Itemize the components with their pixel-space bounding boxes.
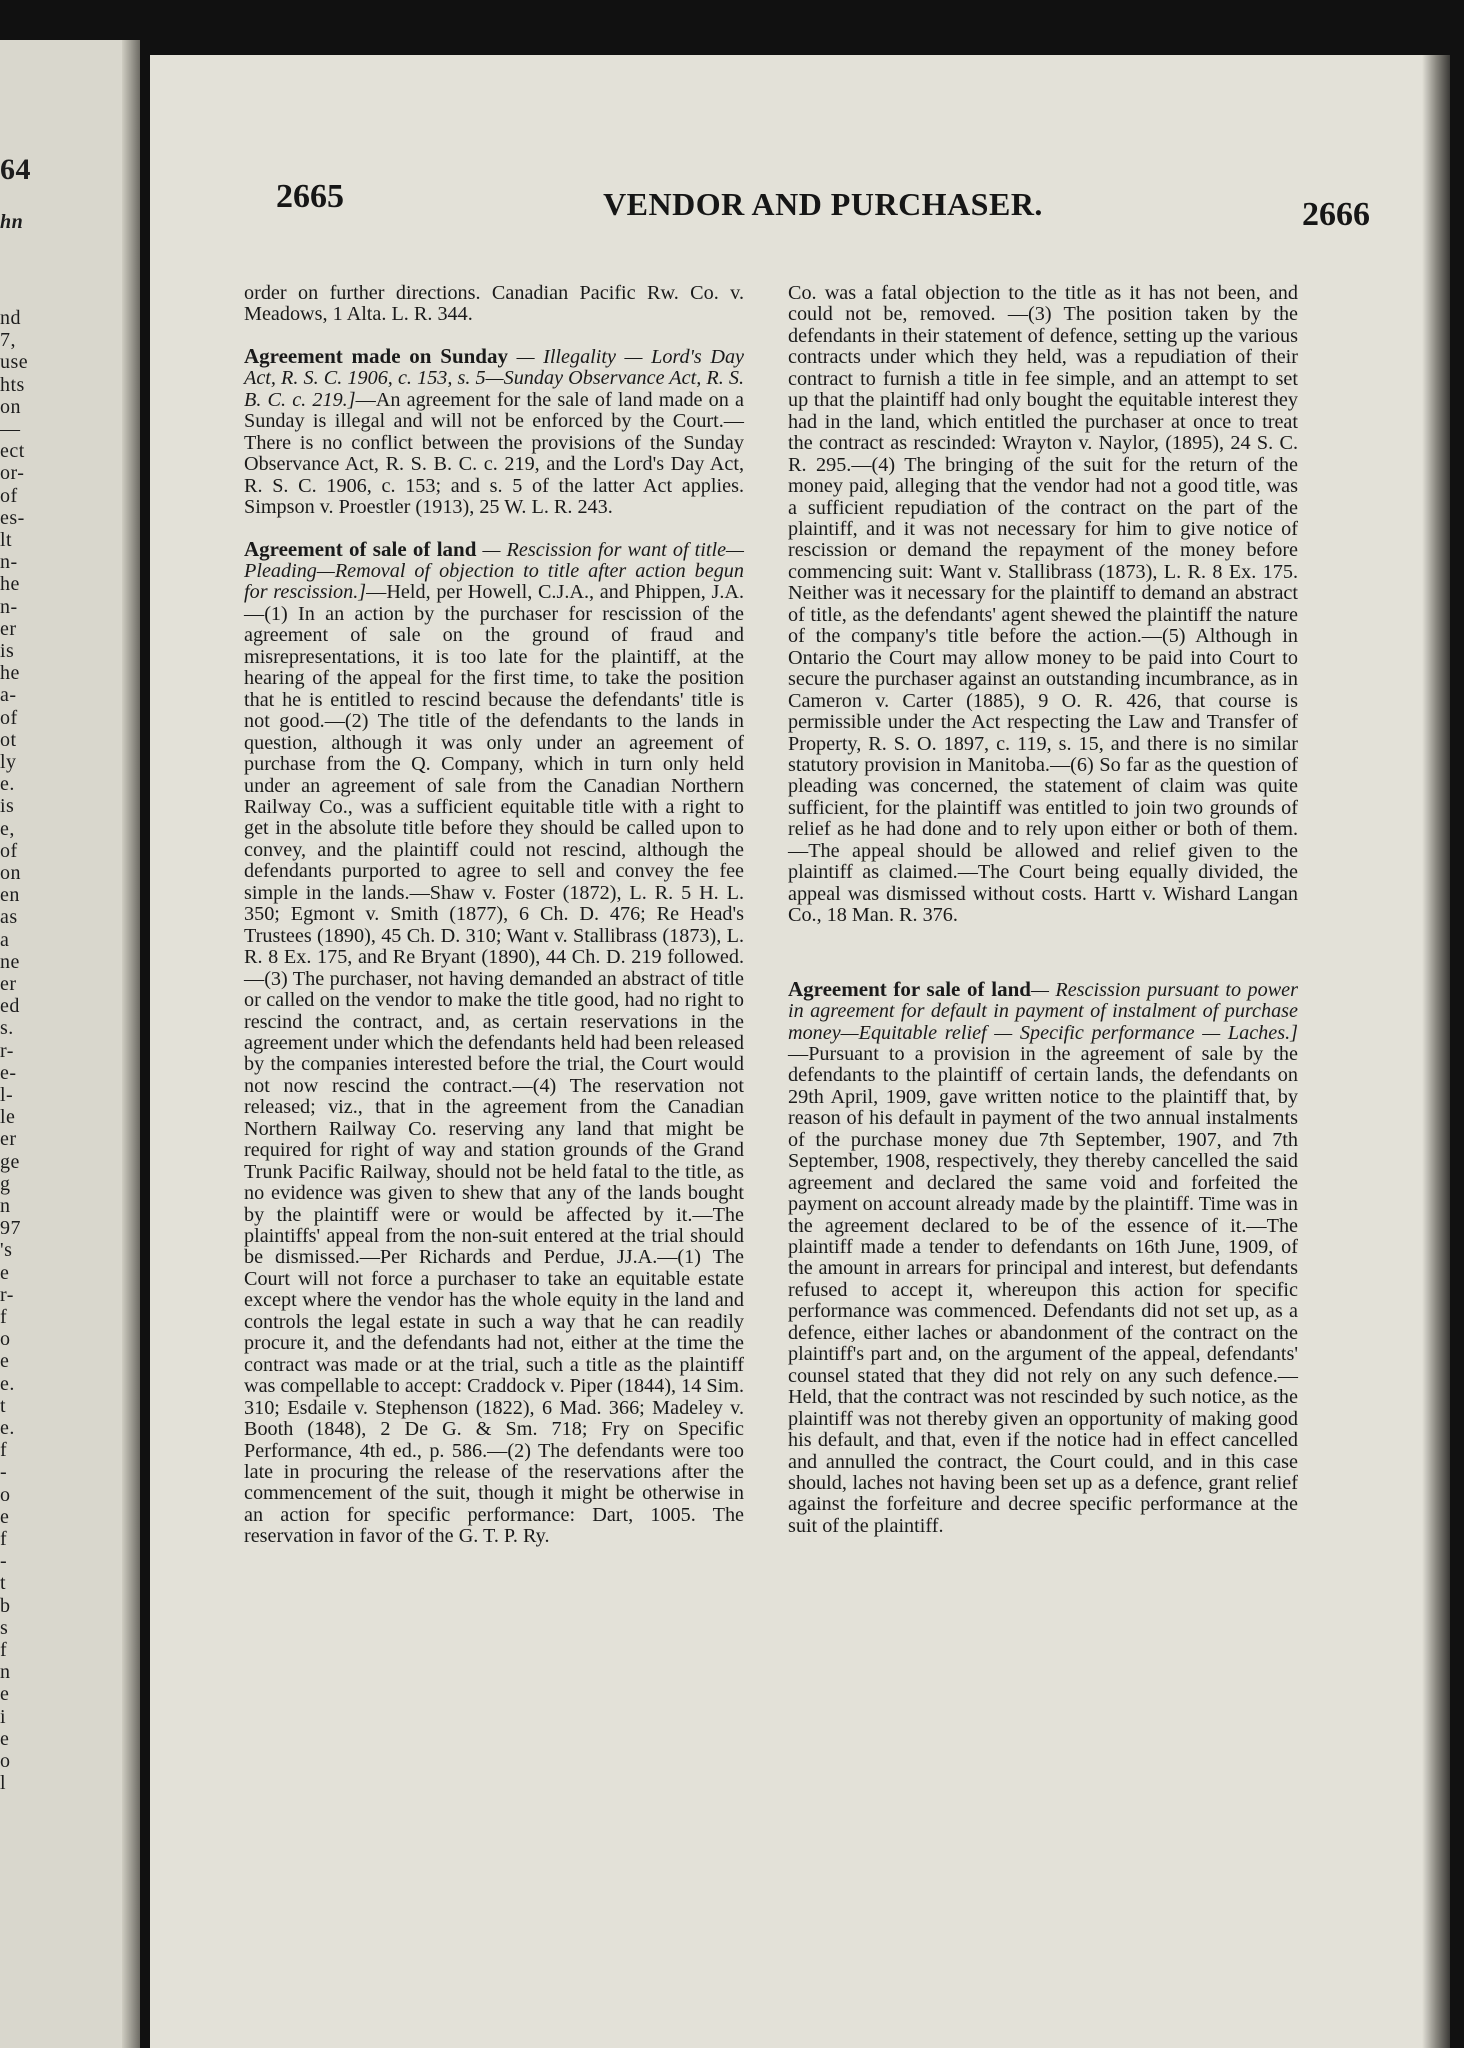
margin-line: n- xyxy=(0,595,18,618)
margin-line: es- xyxy=(0,506,25,529)
right-page-number: 2666 xyxy=(1302,196,1370,233)
margin-line: n xyxy=(0,1661,11,1684)
margin-line: r- xyxy=(0,1283,14,1306)
margin-line: e xyxy=(0,1505,10,1528)
left-page-number: 2665 xyxy=(276,178,344,215)
margin-line: ot xyxy=(0,728,17,751)
margin-line: 7, xyxy=(0,329,16,352)
margin-line: a- xyxy=(0,684,17,707)
margin-line: e xyxy=(0,1261,10,1284)
digest-entry-sunday xyxy=(244,343,744,519)
margin-line: er xyxy=(0,1128,17,1151)
margin-line: f xyxy=(0,1439,8,1462)
entry-subheading: — Illegality — Lord's Day Act, R. S. C. 1906, c. 153, s. 5—Sunday Observance Act, R. S. B. C. c. 219.] xyxy=(244,345,744,411)
margin-line: of xyxy=(0,706,18,729)
entry-body: —Pursuant to a provision in the agreement of sale by the defendants to the plaintiff of certain lands, the defendants on 29th April, 1909, gave written notice to the plaintiff that, by reason of his default in payment of the two annual instalments of the purchase money due 7th September, 1907, and 7th September, 1908, respectively, they thereby cancelled the said agreement and declared the same void and forfeited the payment on account already made by the plaintiff. Time was in the agreement declared to be of the essence of it.—The plaintiff made a tender to defendants on 16th June, 1909, of the amount in arrears for principal and interest, but defendants refused to accept it, whereupon this action for specific performance was commenced. Defendants did not set up, as a defence, either laches or abandonment of the contract on the plaintiff's part and, on the argument of the appeal, defendants' counsel stated that they did not rely on any such defence.—Held, that the contract was not rescinded by such notice, as the plaintiff was not thereby given an opportunity of making good his default, and that, even if the notice had in effect cancelled and annulled the contract, the Court could, and in this case should, laches not having been set up as a defence, grant relief against the forfeiture and decree specific performance at the suit of the plaintiff. xyxy=(788,1042,1298,1537)
margin-line: e. xyxy=(0,773,15,796)
margin-line: f xyxy=(0,1528,8,1550)
page-header xyxy=(276,178,1370,233)
page-edge xyxy=(1422,55,1450,2048)
margin-line: s xyxy=(0,1616,9,1639)
margin-line: g xyxy=(0,1172,11,1195)
margin-line: of xyxy=(0,484,18,507)
margin-line: - xyxy=(0,1461,8,1484)
margin-line: o xyxy=(0,1328,11,1351)
margin-line: l- xyxy=(0,1084,14,1106)
margin-line: s. xyxy=(0,1017,14,1040)
margin-line: en xyxy=(0,884,20,907)
left-page-fragment xyxy=(0,40,140,2048)
margin-line: ne xyxy=(0,950,20,973)
margin-line: o xyxy=(0,1750,11,1772)
margin-line: le xyxy=(0,1106,16,1129)
continuation-paragraph: Co. was a fatal objection to the title as it has not been, and could not be, removed. —(3) The position taken by the defendants in their statement of defence, setting up the various contracts under which they held, was a repudiation of their contract to furnish a title in fee simple, and an attempt to set up that the plaintiff had only bought the equitable interest they had in the land, which entitled the purchaser at once to treat the contract as rescinded: Wrayton v. Naylor, (1895), 24 S. C. R. 295.—(4) The bringing of the suit for the return of the money paid, alleging that the vendor had not a good title, was a sufficient repudiation of the contract on the part of the plaintiff, and it was not necessary for him to give notice of rescission or demand the repayment of the money before commencing suit: Want v. Stallibrass (1873), L. R. 8 Ex. 175. Neither was it necessary for the plaintiff to demand an abstract of title, as the defendants' agent shewed the plaintiff the nature of the company's title before the action.—(5) Although in Ontario the Court may allow money to be paid into Court to secure the purchaser against an outstanding incumbrance, as in Cameron v. Carter (1885), 9 O. R. 426, that course is permissible under the Act respecting the Law and Transfer of Property, R. S. O. 1897, c. 119, s. 15, and there is no similar statutory provision in Manitoba.—(6) So far as the question of pleading was concerned, the statement of claim was quite sufficient, for the plaintiff was entitled to join two grounds of relief as he had done and to rely upon either or both of them.—The appeal should be allowed and relief given to the plaintiff as claimed.—The Court being equally divided, the appeal was dismissed without costs. Hartt v. Wishard Langan Co., 18 Man. R. 376. xyxy=(788,282,1298,927)
right-column xyxy=(788,283,1298,1557)
margin-line: e xyxy=(0,1683,10,1706)
margin-line: ect xyxy=(0,440,25,463)
margin-line: is xyxy=(0,640,15,662)
margin-line: b xyxy=(0,1594,11,1617)
entry-heading: Agreement made on Sunday xyxy=(244,343,508,368)
margin-line: e. xyxy=(0,1372,15,1395)
left-page-number-partial: 64 xyxy=(0,153,31,186)
book-gutter xyxy=(122,40,140,2048)
margin-line: hts xyxy=(0,373,25,396)
continuation-paragraph: order on further directions. Canadian Pacific Rw. Co. v. Meadows, 1 Alta. L. R. 344. xyxy=(244,282,744,326)
margin-line: e xyxy=(0,1350,10,1373)
margin-line: f xyxy=(0,1639,8,1661)
entry-subheading: — Rescission for want of title—Pleading—Removal of objection to title after action begun for rescission.] xyxy=(244,538,744,604)
entry-body: —An agreement for the sale of land made on a Sunday is illegal and will not be enforced by the Court.—There is no conflict between the provisions of the Sunday Observance Act, R. S. B. C. c. 219, and the Lord's Day Act, R. S. C. 1906, c. 153; and s. 5 of the latter Act applies. Simpson v. Proestler (1913), 25 W. L. R. 243. xyxy=(244,388,744,519)
margin-line: nd xyxy=(0,307,21,329)
margin-line: n xyxy=(0,1195,11,1217)
margin-line: e xyxy=(0,1727,10,1750)
digest-entry-rescission xyxy=(788,976,1299,1538)
entry-heading: Agreement of sale of land xyxy=(244,536,477,561)
margin-line: i xyxy=(0,1705,7,1728)
margin-line: on xyxy=(0,862,21,884)
margin-line: use xyxy=(0,351,29,374)
margin-line: or- xyxy=(0,462,25,485)
margin-line: r- xyxy=(0,1039,14,1062)
margin-line: n- xyxy=(0,551,18,574)
margin-line: er xyxy=(0,617,17,640)
margin-line: ly xyxy=(0,751,17,773)
margin-line: he xyxy=(0,573,20,596)
entry-body: —Held, per Howell, C.J.A., and Phippen, J.A.—(1) In an action by the purchaser for rescission of the agreement of sale on the ground of fraud and misrepresentations, it is too late for the plaintiff, at the hearing of the appeal for the first time, to take the position that he is entitled to rescind because the defendants' title is not good.—(2) The title of the defendants to the lands in question, although it was only under an agreement of purchase from the Q. Company, which in turn only held under an agreement of sale from the Canadian Northern Railway Co., was a sufficient equitable title with a right to get in the absolute title before they should be called upon to convey, and the plaintiff could not rescind, although the defendants purported to agree to sell and convey the fee simple in the lands.—Shaw v. Foster (1872), L. R. 5 H. L. 350; Egmont v. Smith (1877), 6 Ch. D. 476; Re Head's Trustees (1890), 45 Ch. D. 310; Want v. Stallibrass (1873), L. R. 8 Ex. 175, and Re Bryant (1890), 44 Ch. D. 219 followed.—(3) The purchaser, not having demanded an abstract of title or called on the vendor to make the title good, had no right to rescind the contract, and, as certain reservations in the agreement under which the defendants held had been released by the companies interested before the trial, the Court would not now rescind the contract.—(4) The reservation not released; viz., that in the agreement from the Canadian Northern Railway Co. reserving any land that might be required for right of way and station grounds of the Grand Trunk Pacific Railway, should not be held fatal to the title, as no evidence was given to shew that any of the lands bought by the plaintiff were or would be affected by it.—The plaintiffs' appeal from the non-suit entered at the trial should be dismissed.—Per Richards and Perdue, JJ.A.—(1) The Court will not force a purchaser to take an equitable estate except where the vendor has the whole equity in the land and controls the legal estate in such a way that he can readily procure it, and the defendants had not, either at the time the contract was made or at the trial, such a title as the plaintiff was compellable to accept: Craddock v. Piper (1844), 14 Sim. 310; Esdaile v. Stephenson (1822), 6 Mad. 366; Madeley v. Booth (1848), 2 De G. & Sm. 718; Fry on Specific Performance, 4th ed., p. 586.—(2) The defendants were too late in procuring the release of the reservations after the commencement of the suit, though it might be otherwise in an action for specific performance: Dart, 1005. The reservation in favor of the G. T. P. Ry. xyxy=(244,581,744,1548)
margin-line: l xyxy=(0,1772,7,1795)
left-column xyxy=(244,283,744,1568)
margin-line: — xyxy=(0,418,21,440)
margin-line: e, xyxy=(0,817,15,840)
digest-entry-sale-of-land xyxy=(244,536,744,1548)
margin-line: e- xyxy=(0,1061,17,1084)
margin-line: o xyxy=(0,1483,11,1506)
entry-heading: Agreement for sale of land xyxy=(788,976,1031,1001)
margin-line: t xyxy=(0,1394,7,1417)
margin-line: is xyxy=(0,795,15,818)
margin-line: lt xyxy=(0,529,13,551)
margin-line: he xyxy=(0,662,20,685)
margin-line: 's xyxy=(0,1239,13,1262)
margin-line: of xyxy=(0,839,18,862)
left-heading-partial: hn xyxy=(0,211,24,233)
book-page xyxy=(150,55,1450,2048)
margin-line: e. xyxy=(0,1417,15,1439)
entry-subheading: — Rescission pursuant to power in agreement for default in payment of instalment of purchase money—Equitable relief — Specific performance — Laches.] xyxy=(788,978,1299,1044)
margin-line: f xyxy=(0,1306,8,1328)
margin-line: t xyxy=(0,1572,7,1595)
margin-line: a xyxy=(0,928,10,951)
margin-line: ed xyxy=(0,995,20,1018)
margin-line: 97 xyxy=(0,1217,21,1240)
margin-line: ge xyxy=(0,1150,20,1173)
running-title: VENDOR AND PURCHASER. xyxy=(603,186,1043,222)
margin-line: as xyxy=(0,906,18,929)
margin-line: - xyxy=(0,1550,8,1573)
margin-line: er xyxy=(0,973,17,995)
margin-line: on xyxy=(0,395,21,418)
